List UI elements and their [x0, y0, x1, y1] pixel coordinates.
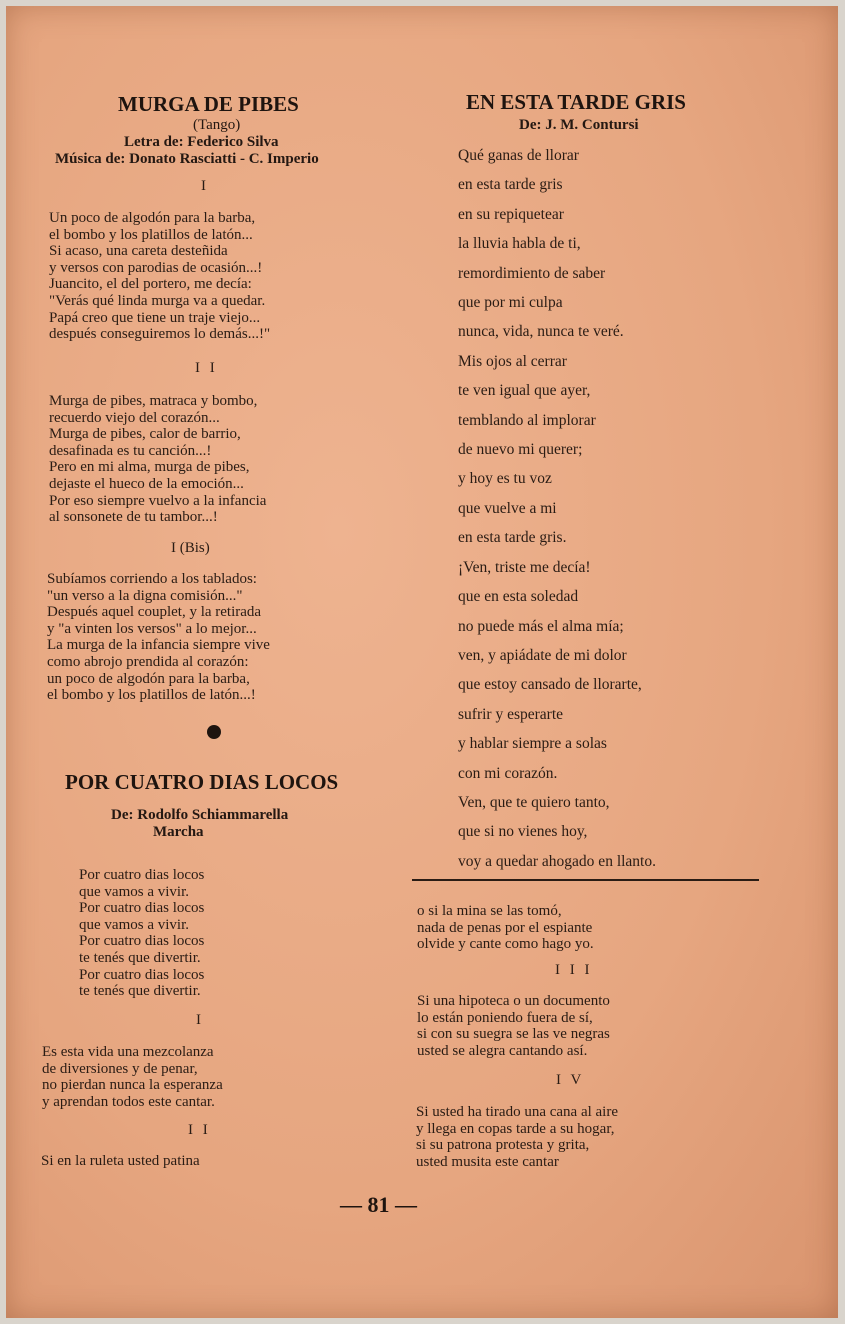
verse-line: voy a quedar ahogado en llanto.: [458, 852, 656, 870]
verse-line: La murga de la infancia siempre vive: [47, 637, 270, 654]
verse-line: Si acaso, una careta desteñida: [49, 243, 228, 260]
cuatro-section4-number: I V: [556, 1072, 585, 1088]
verse-line: que vamos a vivir.: [79, 916, 189, 933]
verse-line: con mi corazón.: [458, 764, 558, 782]
verse-line: no puede más el alma mía;: [458, 617, 624, 635]
verse-line: Por eso siempre vuelvo a la infancia: [49, 492, 267, 509]
page-number: — 81 —: [340, 1192, 417, 1217]
cuatro-section2-number: I I: [188, 1122, 211, 1138]
verse-line: Un poco de algodón para la barba,: [49, 210, 256, 226]
verse-line: que si no vienes hoy,: [458, 823, 588, 841]
cuatro-section4: [416, 1104, 618, 1170]
murga-section2: [49, 393, 266, 526]
verse-line: ¡Ven, triste me decía!: [458, 558, 591, 576]
verse-line: usted musita este cantar: [416, 1153, 559, 1170]
verse-line: Subíamos corriendo a los tablados:: [47, 571, 257, 587]
tarde-credit: De: J. M. Contursi: [519, 117, 639, 133]
verse-line: Pero en mi alma, murga de pibes,: [49, 459, 250, 476]
verse-line: sufrir y esperarte: [458, 705, 564, 723]
verse-line: si su patrona protesta y grita,: [416, 1137, 590, 1154]
verse-line: en esta tarde gris: [458, 176, 563, 194]
verse-line: que vamos a vivir.: [79, 883, 189, 900]
verse-line: que estoy cansado de llorarte,: [458, 676, 642, 694]
verse-line: nunca, vida, nunca te veré.: [458, 323, 624, 341]
cuatro-credit: De: Rodolfo Schiammarella: [111, 807, 289, 823]
cuatro-section3-number: I I I: [555, 962, 593, 978]
murga-title: MURGA DE PIBES: [118, 92, 299, 116]
verse-line: el bombo y los platillos de latón...: [49, 226, 253, 243]
verse-line: no pierdan nunca la esperanza: [42, 1077, 223, 1094]
verse-line: un poco de algodón para la barba,: [47, 670, 250, 687]
verse-line: olvide y cante como hago yo.: [417, 936, 594, 953]
verse-line: y versos con parodias de ocasión...!: [49, 259, 263, 276]
verse-line: Es esta vida una mezcolanza: [42, 1044, 214, 1060]
verse-line: de nuevo mi querer;: [458, 441, 583, 459]
murga-genre: (Tango): [193, 117, 241, 133]
verse-line: Si usted ha tirado una cana al aire: [416, 1104, 619, 1120]
verse-line: desafinada es tu canción...!: [49, 442, 212, 459]
verse-line: te ven igual que ayer,: [458, 382, 591, 400]
section-separator-dot: [207, 725, 221, 739]
verse-line: de diversiones y de penar,: [42, 1060, 198, 1077]
verse-line: Qué ganas de llorar: [458, 147, 579, 164]
tarde-title: EN ESTA TARDE GRIS: [466, 90, 686, 114]
cuatro-title: POR CUATRO DIAS LOCOS: [65, 770, 339, 794]
verse-line: Después aquel couplet, y la retirada: [47, 604, 262, 621]
verse-line: al sonsonete de tu tambor...!: [49, 509, 218, 526]
verse-line: "un verso a la digna comisión...": [47, 587, 243, 604]
verse-line: Ven, que te quiero tanto,: [458, 793, 610, 811]
verse-line: como abrojo prendida al corazón:: [47, 653, 249, 670]
cuatro-section2-line: Si en la ruleta usted patina: [41, 1153, 200, 1169]
tarde-lyrics: [458, 141, 656, 876]
verse-line: el bombo y los platillos de latón...!: [47, 687, 256, 704]
cuatro-chorus: [79, 867, 204, 1000]
cuatro-section2-continuation: [417, 903, 594, 953]
verse-line: Por cuatro dias locos: [79, 867, 205, 883]
murga-music-credit: Música de: Donato Rasciatti - C. Imperio: [55, 151, 319, 167]
cuatro-genre: Marcha: [153, 824, 204, 840]
verse-line: o si la mina se las tomó,: [417, 903, 562, 919]
verse-line: recuerdo viejo del corazón...: [49, 409, 220, 426]
verse-line: y llega en copas tarde a su hogar,: [416, 1120, 615, 1137]
verse-line: Si una hipoteca o un documento: [417, 993, 610, 1009]
verse-line: si con su suegra se las ve negras: [417, 1026, 610, 1043]
verse-line: Murga de pibes, matraca y bombo,: [49, 393, 258, 409]
murga-section3-number: I (Bis): [171, 540, 210, 556]
verse-line: usted se alegra cantando así.: [417, 1042, 588, 1059]
verse-line: Por cuatro dias locos: [79, 933, 205, 950]
verse-line: y hablar siempre a solas: [458, 735, 607, 753]
verse-line: lo están poniendo fuera de sí,: [417, 1009, 593, 1026]
verse-line: dejaste el hueco de la emoción...: [49, 475, 244, 492]
verse-line: Juancito, el del portero, me decía:: [49, 276, 252, 293]
murga-section1-number: I: [201, 178, 209, 194]
verse-line: en esta tarde gris.: [458, 529, 567, 547]
murga-section3: [47, 571, 270, 704]
verse-line: que por mi culpa: [458, 294, 563, 312]
verse-line: te tenés que divertir.: [79, 983, 201, 1000]
verse-line: después conseguiremos lo demás...!": [49, 326, 271, 343]
verse-line: remordimiento de saber: [458, 264, 606, 282]
verse-line: Por cuatro dias locos: [79, 966, 205, 983]
verse-line: que vuelve a mi: [458, 499, 557, 517]
verse-line: la lluvia habla de ti,: [458, 235, 581, 253]
column-divider-rule: [412, 879, 759, 881]
cuatro-section3: [417, 993, 610, 1059]
verse-line: y hoy es tu voz: [458, 470, 552, 488]
verse-line: Papá creo que tiene un traje viejo...: [49, 309, 261, 326]
cuatro-section1: [42, 1044, 223, 1110]
verse-line: Por cuatro dias locos: [79, 900, 205, 917]
verse-line: "Verás qué linda murga va a quedar.: [49, 292, 266, 309]
verse-line: Mis ojos al cerrar: [458, 352, 567, 370]
cuatro-section1-number: I: [196, 1012, 204, 1028]
verse-line: que en esta soledad: [458, 588, 579, 606]
murga-section2-number: I I: [195, 360, 218, 376]
verse-line: y "a vinten los versos" a lo mejor...: [47, 620, 257, 637]
verse-line: y aprendan todos este cantar.: [42, 1093, 215, 1110]
verse-line: en su repiquetear: [458, 205, 564, 223]
verse-line: Murga de pibes, calor de barrio,: [49, 426, 241, 443]
verse-line: ven, y apiádate de mi dolor: [458, 646, 627, 664]
murga-lyrics-credit: Letra de: Federico Silva: [124, 134, 279, 150]
murga-section1: [49, 210, 270, 343]
verse-line: nada de penas por el espiante: [417, 919, 593, 936]
verse-line: te tenés que divertir.: [79, 949, 201, 966]
verse-line: temblando al implorar: [458, 411, 596, 429]
